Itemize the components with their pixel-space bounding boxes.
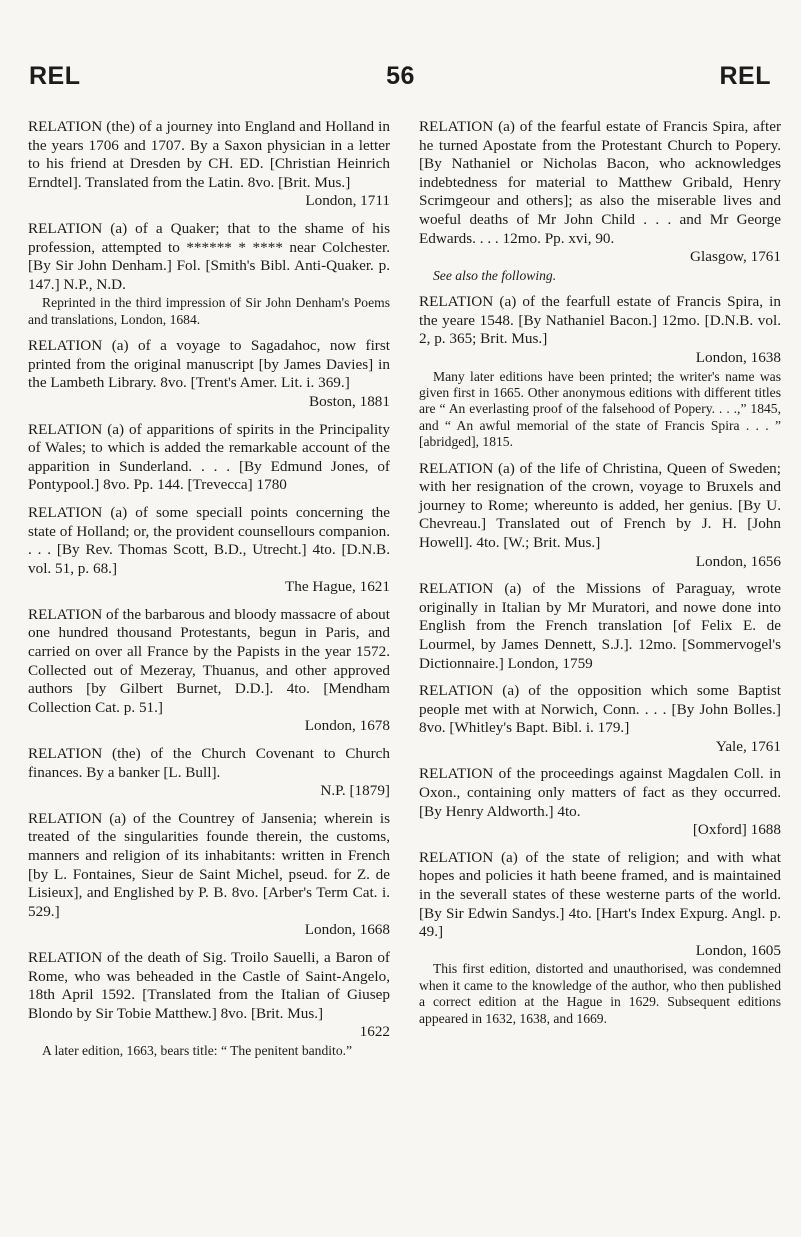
entry-note: Reprinted in the third impression of Sir John Denham's Poems and translations, London, 1684. — [28, 295, 390, 327]
entry-imprint: 1780 — [256, 476, 287, 494]
entry — [419, 682, 781, 756]
entry-imprint: London, 1711 — [305, 192, 390, 210]
entry-text: RELATION (a) of the fearful estate of Francis Spira, after he turned Apostate from the Protestant Church to Popery. [By Nathaniel or Nicholas Bacon, who acknowledges indebtedness for material to Matthew Gribald, Henry Scrimgeour and others]; as also the miserable lives and woeful deaths of Mr John Child . . . and Mr George Edwards. . . . 12mo. Pp. xvi, 90. — [419, 118, 781, 247]
entry-text: RELATION (the) of the Church Covenant to Church finances. By a banker [L. Bull]. — [28, 745, 390, 781]
entry-imprint: London, 1638 — [695, 348, 781, 366]
entry-note: Many later editions have been printed; the writer's name was given first in 1665. Other anonymous editions with different titles are “ An everlasting proof of the falsehood of Popery. . . .,” 1845, and “ An awful memorial of the state of Francis Spira . . . ” [abridged], 1815. — [419, 368, 781, 450]
page-number: 56 — [386, 62, 415, 90]
entry-note: See also the following. — [433, 267, 557, 283]
entry-text: RELATION (a) of some speciall points concerning the state of Holland; or, the provident counsellours companion. . . . [By Rev. Thomas Scott, B.D., Utrecht.] 4to. [D.N.B. vol. 51, p. 68.] — [28, 503, 390, 577]
entry-text: RELATION (a) of a Quaker; that to the shame of his profession, attempted to ****** * **** near Colchester. [By Sir John Denham.] Fol. [Smith's Bibl. Anti-Quaker. p. 147.] N.P., N.D. — [28, 219, 390, 293]
entry — [28, 606, 390, 736]
entry-text: RELATION (a) of the state of religion; and with what hopes and policies it hath beene framed, and is maintained in the severall states of these westerne parts of the world. [By Sir Edwin Sandys.] 4to. [Hart's Index Expurg. Angl. p. 49.] — [419, 848, 781, 941]
entry-note: A later edition, 1663, bears title: “ The penitent bandito.” — [42, 1042, 353, 1058]
entry-text: RELATION (a) of the opposition which some Baptist people met with at Norwich, Conn. . . . [By John Bolles.] 8vo. [Whitley's Bapt. Bibl. i. 179.] — [419, 682, 781, 737]
entry-imprint: London, 1605 — [695, 941, 781, 959]
entry — [28, 949, 390, 1059]
entry-text: RELATION (a) of apparitions of spirits in the Principality of Wales; to which is added the remarkable account of the apparition in Sunderland. . . . [By Edmund Jones, of Pontypool.] 8vo. Pp. 144. [Trevecca] — [28, 420, 390, 494]
entry-text: RELATION (a) of the Missions of Paraguay, wrote originally in Italian by Mr Muratori, and nowe done into English from the French translation [of Felix E. de Lourmel, by James Dennett, S.J.]. 12mo. [Sommervogel's Dictionnaire.] — [419, 580, 781, 672]
entry-imprint: London, 1759 — [507, 654, 593, 672]
entry — [419, 849, 781, 1027]
entry — [28, 745, 390, 801]
entry — [419, 765, 781, 839]
entry-text: RELATION (a) of a voyage to Sagadahoc, now first printed from the original manuscript [by James Davies] in the Lambeth Library. 8vo. [Trent's Amer. Lit. i. 369.] — [28, 337, 390, 392]
running-head-left: REL — [29, 62, 81, 90]
entry-text: RELATION of the proceedings against Magdalen Coll. in Oxon., containing only matters of fact as they occurred. [By Henry Aldworth.] 4to. — [419, 765, 781, 820]
entry-text: RELATION of the barbarous and bloody massacre of about one hundred thousand Protestants, begun in Paris, and carried on over all France by the Papists in the year 1572. Collected out of Mezeray, Thuanus, and other approved authors [by Gilbert Burnet, D.D.]. 4to. [Mendham Collection Cat. p. 51.] — [28, 605, 390, 716]
entry-imprint: London, 1656 — [695, 552, 781, 570]
entry — [28, 421, 390, 495]
entry-note: This first edition, distorted and unauthorised, was condemned when it came to the knowledge of the author, who then published a correct edition at the Hague in 1629. Subsequent editions appeared in 1632, 1638, and 1669. — [419, 961, 781, 1026]
right-column — [419, 118, 781, 1036]
entry — [419, 293, 781, 450]
entry-text: RELATION of the death of Sig. Troilo Sauelli, a Baron of Rome, who was beheaded in the Castle of Saint-Angelo, 18th April 1592. [Translated from the Italian of Giusep Blondo by Sir Tobie Matthew.] 8vo. [Brit. Mus.] — [28, 948, 390, 1022]
entry — [28, 118, 390, 211]
entry — [419, 118, 781, 284]
entry — [419, 580, 781, 673]
entry-imprint: London, 1678 — [304, 717, 390, 735]
entry — [419, 460, 781, 572]
entry-text: RELATION (a) of the life of Christina, Queen of Sweden; with her resignation of the crown, voyage to Bruxels and journey to Rome; whereunto is added, her genius. [By U. Chevreau.] Translated out of French by J. H. [John Howell]. 4to. [W.; Brit. Mus.] — [419, 459, 781, 551]
entry-text: RELATION (the) of a journey into England and Holland in the years 1706 and 1707. By a Saxon physician in a letter to his friend at Dresden by CH. ED. [Christian Heinrich Erndtel]. Translated from the Latin. 8vo. [Brit. Mus.] — [28, 118, 390, 191]
entry — [28, 337, 390, 411]
entry-imprint: London, 1668 — [304, 921, 390, 939]
entry-imprint: 1622 — [359, 1023, 390, 1041]
entry-text: RELATION (a) of the Countrey of Jansenia; wherein is treated of the singularities founde therein, the customs, manners and religion of its inhabitants: written in French [by L. Fontaines, Sieur de Saint Michel, pseud. for Z. de Lisieux], and Englished by P. B. 8vo. [Arber's Term Cat. i. 529.] — [28, 809, 390, 920]
entry-text: RELATION (a) of the fearfull estate of Francis Spira, in the yeare 1548. [By Nathaniel Bacon.] 12mo. [D.N.B. vol. 2, p. 365; Brit. Mus.] — [419, 293, 781, 348]
entry-imprint: The Hague, 1621 — [284, 578, 390, 596]
entry — [28, 504, 390, 597]
entry-imprint: Boston, 1881 — [308, 392, 390, 410]
entry-imprint: [Oxford] 1688 — [692, 821, 781, 839]
entry — [28, 810, 390, 940]
left-column — [28, 118, 390, 1068]
entry-imprint: Glasgow, 1761 — [690, 248, 781, 266]
running-head-right: REL — [719, 62, 771, 90]
entry — [28, 220, 390, 328]
entry-imprint: N.P. [1879] — [320, 782, 390, 800]
entry-imprint: Yale, 1761 — [715, 737, 781, 755]
